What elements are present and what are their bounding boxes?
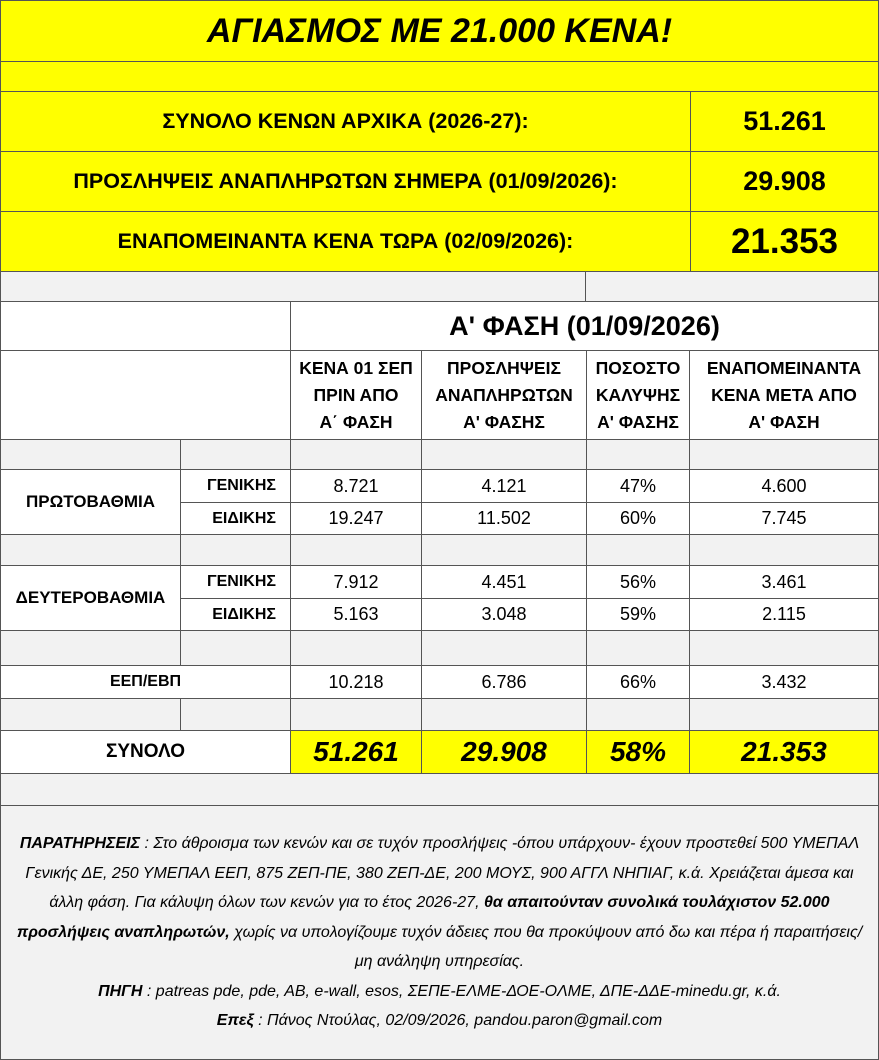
table-cell: 4.600 [689, 469, 879, 503]
spacer-row [180, 439, 291, 470]
page-title: ΑΓΙΑΣΜΟΣ ΜΕ 21.000 ΚΕΝΑ! [0, 0, 879, 62]
spacer-row [0, 630, 181, 666]
spacer-row [290, 534, 422, 566]
table-cell: 4.451 [421, 565, 587, 599]
spacer-row [421, 698, 587, 731]
spacer-row [421, 439, 587, 470]
table-cell: 59% [586, 598, 690, 631]
table-cell: 47% [586, 469, 690, 503]
table-cell: 19.247 [290, 502, 422, 535]
sub-label: ΓΕΝΙΚΗΣ [180, 469, 291, 503]
spacer-row [586, 630, 690, 666]
spacer-row [689, 534, 879, 566]
table-cell: 3.461 [689, 565, 879, 599]
summary-label-initial: ΣΥΝΟΛΟ ΚΕΝΩΝ ΑΡΧΙΚΑ (2026-27): [0, 91, 691, 152]
total-label: ΣΥΝΟΛΟ [0, 730, 291, 774]
table-cell: 2.115 [689, 598, 879, 631]
summary-value-initial: 51.261 [690, 91, 879, 152]
spacer-row [586, 439, 690, 470]
col-header-remaining [689, 350, 879, 440]
table-cell: 5.163 [290, 598, 422, 631]
table-cell: 4.121 [421, 469, 587, 503]
table-cell: 56% [586, 565, 690, 599]
sub-label: ΓΕΝΙΚΗΣ [180, 565, 291, 599]
spacer-row [0, 773, 879, 806]
table-cell: 3.048 [421, 598, 587, 631]
spacer-row [421, 630, 587, 666]
remarks-paragraph [15, 829, 864, 977]
table-cell: 60% [586, 502, 690, 535]
spacer-row [290, 439, 422, 470]
table-cell: 7.912 [290, 565, 422, 599]
header-line: Α' ΦΑΣΗ [748, 411, 820, 432]
summary-label-hired: ΠΡΟΣΛΗΨΕΙΣ ΑΝΑΠΛΗΡΩΤΩΝ ΣΗΜΕΡΑ (01/09/2026): [0, 151, 691, 212]
group-label-primary: ΠΡΩΤΟΒΑΘΜΙΑ [0, 469, 181, 535]
header-line: ΕΝΑΠΟΜΕΙΝΑΝΤΑ [706, 357, 862, 378]
col-header-hires [421, 350, 587, 440]
header-line: ΑΝΑΠΛΗΡΩΤΩΝ [435, 384, 573, 405]
phase-title: Α' ΦΑΣΗ (01/09/2026) [290, 301, 879, 351]
summary-label-remaining: ΕΝΑΠΟΜΕΙΝΑΝΤΑ ΚΕΝΑ ΤΩΡΑ (02/09/2026): [0, 211, 691, 272]
spacer-row [585, 271, 879, 302]
table-cell: 66% [586, 665, 690, 699]
spacer-row [586, 698, 690, 731]
spacer-row [689, 439, 879, 470]
summary-value-hired: 29.908 [690, 151, 879, 212]
author-text: : Πάνος Ντούλας, 02/09/2026, pandou.paron@gmail.com [253, 1012, 663, 1030]
header-line: ΠΡΟΣΛΗΨΕΙΣ [447, 357, 561, 378]
total-cell: 29.908 [421, 730, 587, 774]
spacer-row [0, 271, 586, 302]
spacer-row [689, 698, 879, 731]
col-header-vacancies [290, 350, 422, 440]
header-line: ΚΑΛΥΨΗΣ [595, 384, 681, 405]
table-cell: 10.218 [290, 665, 422, 699]
spacer-row [180, 698, 291, 731]
corner-cell [0, 301, 291, 351]
header-line: ΠΟΣΟΣΤΟ [595, 357, 681, 378]
total-cell: 51.261 [290, 730, 422, 774]
col-header-coverage [586, 350, 690, 440]
header-line: ΚΕΝΑ 01 ΣΕΠ [299, 357, 413, 378]
header-line: Α' ΦΑΣΗΣ [597, 411, 679, 432]
spacer-row [0, 439, 181, 470]
spacer-row [290, 698, 422, 731]
author-line [217, 1006, 662, 1036]
spacer-row [180, 534, 291, 566]
header-line: Α΄ ΦΑΣΗ [319, 411, 393, 432]
header-line: ΚΕΝΑ ΜΕΤΑ ΑΠΟ [711, 384, 857, 405]
sub-label: ΕΙΔΙΚΗΣ [180, 598, 291, 631]
notes-box [0, 805, 879, 1060]
table-cell: 3.432 [689, 665, 879, 699]
header-corner [0, 350, 291, 440]
source-line [98, 977, 781, 1007]
sub-label: ΕΙΔΙΚΗΣ [180, 502, 291, 535]
table-cell: 8.721 [290, 469, 422, 503]
table-cell: 11.502 [421, 502, 587, 535]
remarks-text: : Στο άθροισμα των κενών και σε τυχόν προσλήψεις -όπου υπάρχουν- έχουν προστεθεί 500 ΥΜΕΠΑΛ Γενικής ΔΕ, 250 ΥΜΕΠΑΛ ΕΕΠ, 875 ΖΕΠ-ΠΕ, 380 ΖΕΠ-ΔΕ, 200 ΜΟΥΣ, 900 ΑΓΓΛ ΝΗΠΙΑΓ, κ.ά. Χρειάζεται άμεσα και άλλη φάση. Για κάλυψη όλων των κενών για το έτος 2026-27, [25, 835, 860, 912]
source-label: ΠΗΓΗ [98, 982, 143, 1000]
table-cell: 6.786 [421, 665, 587, 699]
total-cell: 58% [586, 730, 690, 774]
spacer-row [586, 534, 690, 566]
header-line: ΠΡΙΝ ΑΠΟ [313, 384, 399, 405]
header-line: Α' ΦΑΣΗΣ [463, 411, 545, 432]
author-label: Επεξ [216, 1012, 254, 1030]
total-cell: 21.353 [689, 730, 879, 774]
group-label-secondary: ΔΕΥΤΕΡΟΒΑΘΜΙΑ [0, 565, 181, 631]
group-label-eep: ΕΕΠ/ΕΒΠ [0, 665, 291, 699]
spacer-row [421, 534, 587, 566]
spacer-row [0, 61, 879, 92]
spacer-row [689, 630, 879, 666]
source-text: : patreas pde, pde, AB, e-wall, esos, ΣΕΠΕ-ΕΛΜΕ-ΔΟΕ-ΟΛΜΕ, ΔΠΕ-ΔΔΕ-minedu.gr, κ.ά. [142, 982, 781, 1000]
remarks-bold: θα απαιτούνταν συνολικά τουλάχιστον 52.000 προσλήψεις αναπληρωτών, [16, 894, 830, 941]
spacer-row [180, 630, 291, 666]
remarks-text: χωρίς να υπολογίζουμε τυχόν άδειες που θα προκύψουν από δω και πέρα ή παραιτήσεις/μη ανάληψη υπηρεσίας. [229, 923, 863, 971]
spacer-row [0, 534, 181, 566]
spacer-row [290, 630, 422, 666]
remarks-label: ΠΑΡΑΤΗΡΗΣΕΙΣ [19, 835, 141, 853]
spacer-row [0, 698, 181, 731]
summary-value-remaining: 21.353 [690, 211, 879, 272]
table-cell: 7.745 [689, 502, 879, 535]
